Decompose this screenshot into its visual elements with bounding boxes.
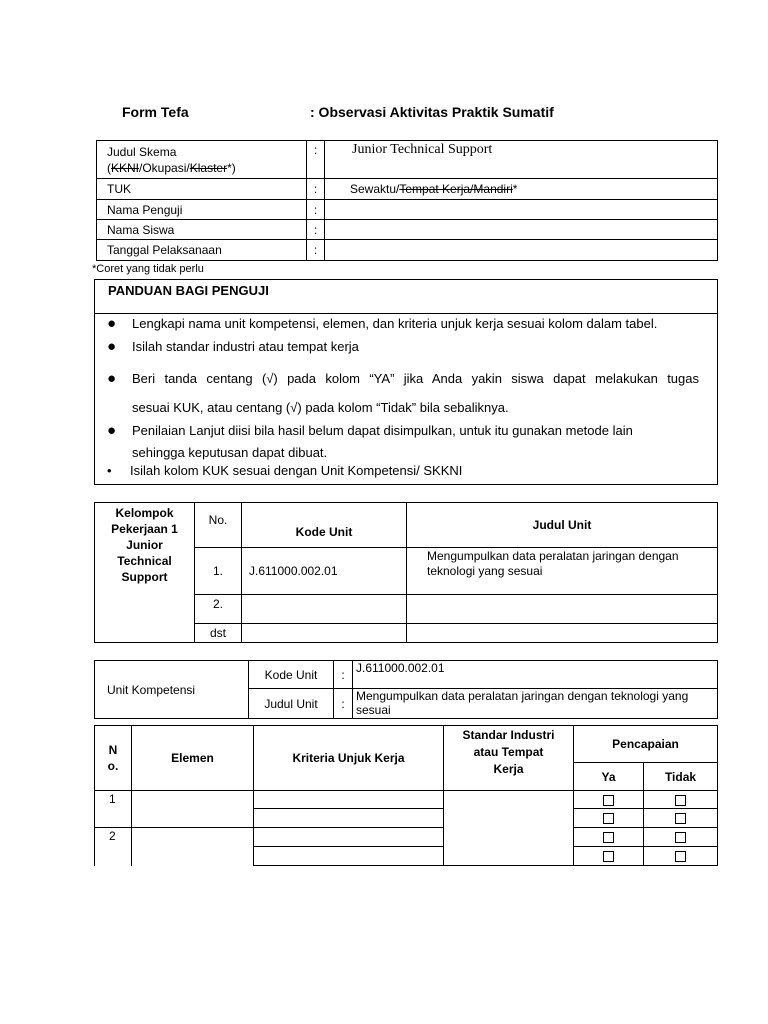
checkbox-icon	[603, 832, 614, 843]
tuk-value[interactable]: Sewaktu/Tempat Kerja/Mandiri*	[325, 179, 718, 200]
tanggal-value[interactable]	[325, 240, 718, 261]
ya-checkbox[interactable]	[574, 828, 644, 847]
tuk-label: TUK	[97, 179, 307, 200]
col-no-header: No.	[195, 503, 242, 548]
panduan-item-1: Lengkapi nama unit kompetensi, elemen, dan kriteria unjuk kerja sesuai kolom dalam tabel.	[132, 316, 658, 331]
tanggal-label: Tanggal Pelaksanaan	[97, 240, 307, 261]
colon: :	[307, 220, 325, 240]
panduan-item-3-line1: Beri tanda centang (√) pada kolom “YA” jika Anda yakin siswa dapat melakukan tugas	[132, 371, 699, 386]
row-kode-unit[interactable]: J.611000.002.01	[242, 548, 407, 595]
row-no: 2.	[195, 595, 242, 624]
kelompok-table	[94, 502, 718, 643]
kuk-cell[interactable]	[254, 809, 444, 828]
panduan-item-5: Isilah kolom KUK sesuai dengan Unit Kompetensi/ SKKNI	[130, 463, 463, 478]
checkbox-icon	[603, 813, 614, 824]
tidak-checkbox[interactable]	[644, 809, 718, 828]
bullet-icon: ●	[107, 422, 117, 439]
col-judul-unit-header: Judul Unit	[407, 503, 718, 548]
ya-checkbox[interactable]	[574, 847, 644, 866]
judul-skema-label-line1: Judul Skema	[107, 144, 177, 159]
row-judul-unit[interactable]: Mengumpulkan data peralatan jaringan dengan teknologi yang sesuai	[407, 548, 718, 595]
row-no: dst	[195, 624, 242, 643]
checkbox-icon	[603, 851, 614, 862]
colon: :	[307, 240, 325, 261]
col-kode-unit-header: Kode Unit	[242, 503, 407, 548]
form-label: Form Tefa	[122, 104, 189, 120]
standar-cell[interactable]	[444, 791, 574, 866]
col-elemen-header: Elemen	[132, 726, 254, 791]
ya-checkbox[interactable]	[574, 791, 644, 809]
kuk-cell[interactable]	[254, 791, 444, 809]
kode-unit-label: Kode Unit	[249, 661, 334, 689]
panduan-item-4-line1: Penilaian Lanjut diisi bila hasil belum dapat disimpulkan, untuk itu gunakan metode lain	[132, 423, 633, 438]
kuk-cell[interactable]	[254, 828, 444, 847]
checkbox-icon	[603, 795, 614, 806]
form-title: : Observasi Aktivitas Praktik Sumatif	[310, 104, 554, 120]
nama-penguji-value[interactable]	[325, 200, 718, 220]
colon: :	[334, 689, 353, 719]
bullet-icon: ●	[107, 315, 117, 332]
panduan-box	[94, 279, 718, 485]
row-kode-unit[interactable]	[242, 624, 407, 643]
checkbox-icon	[675, 813, 686, 824]
colon: :	[307, 141, 325, 179]
checkbox-icon	[675, 851, 686, 862]
bullet-icon: ●	[107, 338, 117, 355]
tidak-checkbox[interactable]	[644, 791, 718, 809]
row-judul-unit[interactable]	[407, 624, 718, 643]
nama-siswa-label: Nama Siswa	[97, 220, 307, 240]
row-no: 2	[95, 828, 132, 866]
bullet-icon: •	[107, 463, 112, 478]
col-tidak-header: Tidak	[644, 763, 718, 791]
colon: :	[307, 200, 325, 220]
kode-unit-value[interactable]: J.611000.002.01	[353, 661, 718, 689]
judul-skema-value[interactable]: Junior Technical Support	[325, 141, 718, 179]
judul-skema-label	[97, 141, 307, 179]
panduan-title: PANDUAN BAGI PENGUJI	[108, 283, 269, 298]
elemen-table	[94, 725, 718, 866]
unit-kompetensi-label: Unit Kompetensi	[95, 661, 249, 719]
bullet-icon: ●	[107, 370, 117, 387]
col-kuk-header: Kriteria Unjuk Kerja	[254, 726, 444, 791]
tidak-checkbox[interactable]	[644, 828, 718, 847]
checkbox-icon	[675, 832, 686, 843]
checkbox-icon	[675, 795, 686, 806]
row-no: 1.	[195, 548, 242, 595]
panduan-item-4-line2: sehingga keputusan dapat dibuat.	[132, 445, 328, 460]
kuk-cell[interactable]	[254, 847, 444, 866]
col-ya-header: Ya	[574, 763, 644, 791]
info-table	[96, 140, 718, 261]
row-kode-unit[interactable]	[242, 595, 407, 624]
tidak-checkbox[interactable]	[644, 847, 718, 866]
unit-kompetensi-table	[94, 660, 718, 719]
elemen-cell[interactable]	[132, 828, 254, 866]
row-no: 1	[95, 791, 132, 828]
nama-siswa-value[interactable]	[325, 220, 718, 240]
ya-checkbox[interactable]	[574, 809, 644, 828]
col-standar-header: Standar Industri atau Tempat Kerja	[444, 726, 574, 791]
judul-unit-value[interactable]: Mengumpulkan data peralatan jaringan dengan teknologi yang sesuai	[353, 689, 718, 719]
row-judul-unit[interactable]	[407, 595, 718, 624]
colon: :	[334, 661, 353, 689]
panduan-item-2: Isilah standar industri atau tempat kerja	[132, 339, 359, 354]
kelompok-label: Kelompok Pekerjaan 1 Junior Technical Support	[95, 503, 195, 643]
nama-penguji-label: Nama Penguji	[97, 200, 307, 220]
panduan-item-3-line2: sesuai KUK, atau centang (√) pada kolom “Tidak” bila sebaliknya.	[132, 400, 509, 415]
colon: :	[307, 179, 325, 200]
judul-skema-label-line2: (KKNI/Okupasi/Klaster*)	[107, 160, 236, 175]
col-no-header: N o.	[95, 726, 132, 791]
elemen-cell[interactable]	[132, 791, 254, 828]
col-pencapaian-header: Pencapaian	[574, 726, 718, 763]
judul-unit-label: Judul Unit	[249, 689, 334, 719]
strike-note: *Coret yang tidak perlu	[92, 263, 204, 275]
